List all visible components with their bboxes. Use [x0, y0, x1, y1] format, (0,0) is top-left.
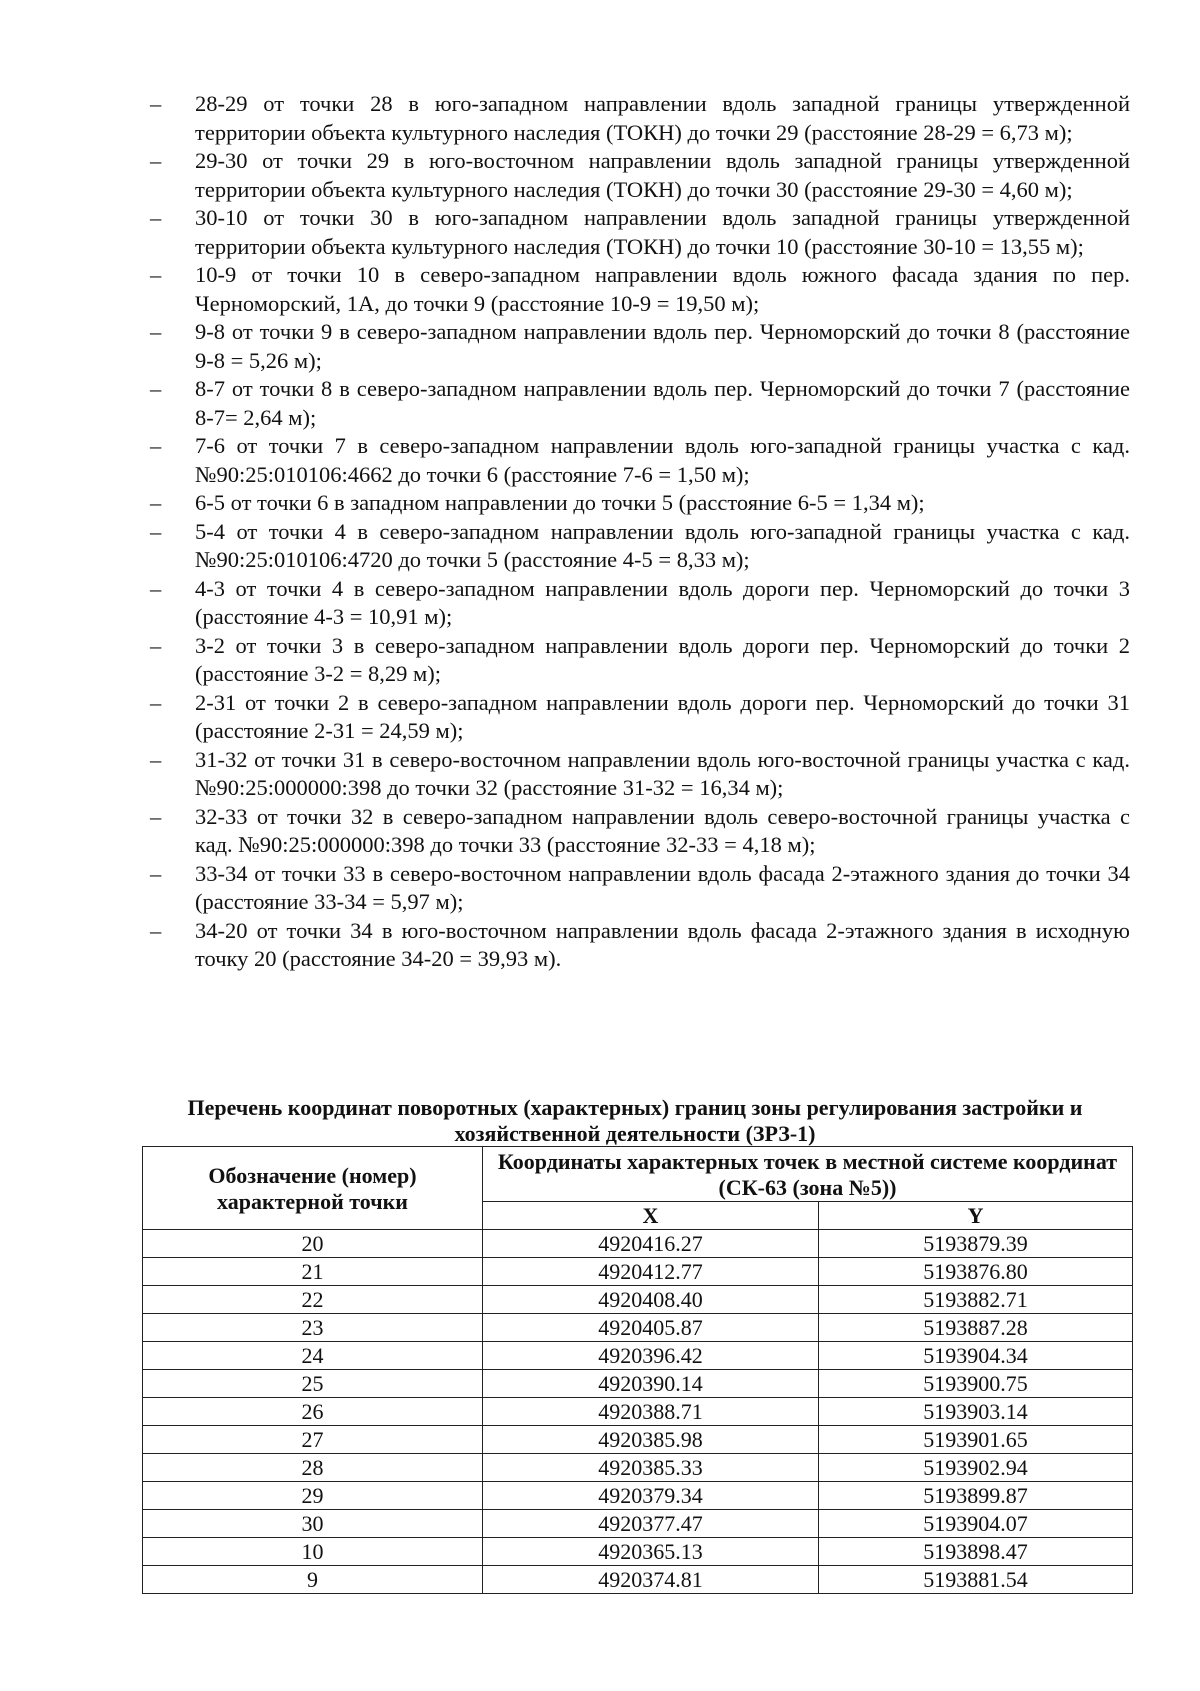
list-item-marker: –	[150, 205, 162, 230]
list-item	[150, 518, 1130, 575]
list-item-marker: –	[150, 433, 162, 458]
cell-y: 5193903.14	[819, 1398, 1133, 1426]
list-item-text: 10-9 от точки 10 в северо-западном направлении вдоль южного фасада здания по пер. Черноморский, 1А, до точки 9 (расстояние 10-9 = 19,50 м);	[195, 262, 1130, 316]
coordinates-table	[142, 1146, 1133, 1594]
cell-point-number: 10	[143, 1538, 483, 1566]
cell-x: 4920405.87	[483, 1314, 819, 1342]
list-item	[150, 803, 1130, 860]
list-item	[150, 90, 1130, 147]
cell-x: 4920365.13	[483, 1538, 819, 1566]
cell-x: 4920374.81	[483, 1566, 819, 1594]
cell-x: 4920388.71	[483, 1398, 819, 1426]
list-item-marker: –	[150, 319, 162, 344]
list-item-text: 32-33 от точки 32 в северо-западном направлении вдоль северо-восточной границы участка с кад. №90:25:000000:398 до точки 33 (расстояние 32-33 = 4,18 м);	[195, 803, 1130, 857]
list-item-text: 8-7 от точки 8 в северо-западном направлении вдоль пер. Черноморский до точки 7 (расстояние 8-7= 2,64 м);	[195, 376, 1130, 430]
header-point-number: Обозначение (номер) характерной точки	[143, 1147, 483, 1230]
list-item	[150, 432, 1130, 489]
list-item	[150, 204, 1130, 261]
list-item-text: 28-29 от точки 28 в юго-западном направлении вдоль западной границы утвержденной территории объекта культурного наследия (ТОКН) до точки 29 (расстояние 28-29 = 6,73 м);	[195, 91, 1130, 145]
list-item	[150, 375, 1130, 432]
list-item-marker: –	[150, 91, 162, 116]
list-item	[150, 318, 1130, 375]
list-item-text: 30-10 от точки 30 в юго-западном направлении вдоль западной границы утвержденной территории объекта культурного наследия (ТОКН) до точки 10 (расстояние 30-10 = 13,55 м);	[195, 205, 1130, 259]
cell-point-number: 21	[143, 1258, 483, 1286]
cell-y: 5193899.87	[819, 1482, 1133, 1510]
table-row	[143, 1370, 1133, 1398]
boundary-description-list	[150, 90, 1130, 974]
cell-point-number: 9	[143, 1566, 483, 1594]
cell-point-number: 20	[143, 1230, 483, 1258]
cell-point-number: 25	[143, 1370, 483, 1398]
table-row	[143, 1566, 1133, 1594]
header-coordinates: Координаты характерных точек в местной системе координат (СК-63 (зона №5))	[483, 1147, 1133, 1202]
cell-x: 4920412.77	[483, 1258, 819, 1286]
header-x: X	[483, 1202, 819, 1230]
cell-y: 5193887.28	[819, 1314, 1133, 1342]
list-item	[150, 860, 1130, 917]
list-item	[150, 489, 1130, 518]
list-item	[150, 632, 1130, 689]
list-item-text: 29-30 от точки 29 в юго-восточном направлении вдоль западной границы утвержденной территории объекта культурного наследия (ТОКН) до точки 30 (расстояние 29-30 = 4,60 м);	[195, 148, 1130, 202]
table-row	[143, 1230, 1133, 1258]
list-item	[150, 689, 1130, 746]
cell-x: 4920379.34	[483, 1482, 819, 1510]
cell-x: 4920385.33	[483, 1454, 819, 1482]
header-y: Y	[819, 1202, 1133, 1230]
list-item	[150, 147, 1130, 204]
list-item-marker: –	[150, 148, 162, 173]
table-row	[143, 1454, 1133, 1482]
list-item-marker: –	[150, 575, 162, 601]
cell-point-number: 30	[143, 1510, 483, 1538]
list-item	[150, 917, 1130, 974]
cell-x: 4920408.40	[483, 1286, 819, 1314]
list-item-text: 6-5 от точки 6 в западном направлении до точки 5 (расстояние 6-5 = 1,34 м);	[195, 490, 925, 515]
list-item-marker: –	[150, 632, 162, 658]
cell-y: 5193904.34	[819, 1342, 1133, 1370]
table-row	[143, 1398, 1133, 1426]
cell-point-number: 22	[143, 1286, 483, 1314]
list-item-text: 9-8 от точки 9 в северо-западном направлении вдоль пер. Черноморский до точки 8 (расстояние 9-8 = 5,26 м);	[195, 319, 1130, 373]
list-item-text: 34-20 от точки 34 в юго-восточном направлении вдоль фасада 2-этажного здания в исходную точку 20 (расстояние 34-20 = 39,93 м).	[195, 917, 1130, 971]
list-item	[150, 575, 1130, 632]
cell-y: 5193898.47	[819, 1538, 1133, 1566]
cell-point-number: 27	[143, 1426, 483, 1454]
list-item-text: 31-32 от точки 31 в северо-восточном направлении вдоль юго-восточной границы участка с кад. №90:25:000000:398 до точки 32 (расстояние 31-32 = 16,34 м);	[195, 746, 1130, 800]
cell-point-number: 29	[143, 1482, 483, 1510]
cell-point-number: 28	[143, 1454, 483, 1482]
cell-point-number: 24	[143, 1342, 483, 1370]
list-item-marker: –	[150, 803, 162, 829]
list-item-marker: –	[150, 746, 162, 772]
cell-y: 5193901.65	[819, 1426, 1133, 1454]
table-row	[143, 1314, 1133, 1342]
table-row	[143, 1510, 1133, 1538]
table-row	[143, 1286, 1133, 1314]
cell-y: 5193900.75	[819, 1370, 1133, 1398]
cell-x: 4920396.42	[483, 1342, 819, 1370]
cell-y: 5193882.71	[819, 1286, 1133, 1314]
list-item-marker: –	[150, 689, 162, 715]
list-item-marker: –	[150, 518, 162, 544]
table-row	[143, 1258, 1133, 1286]
list-item-text: 4-3 от точки 4 в северо-западном направлении вдоль дороги пер. Черноморский до точки 3 (расстояние 4-3 = 10,91 м);	[195, 575, 1130, 629]
cell-y: 5193902.94	[819, 1454, 1133, 1482]
list-item-text: 5-4 от точки 4 в северо-западном направлении вдоль юго-западной границы участка с кад. №90:25:010106:4720 до точки 5 (расстояние 4-5 = 8,33 м);	[195, 518, 1130, 572]
list-item-text: 33-34 от точки 33 в северо-восточном направлении вдоль фасада 2-этажного здания до точки 34 (расстояние 33-34 = 5,97 м);	[195, 860, 1130, 914]
cell-x: 4920377.47	[483, 1510, 819, 1538]
cell-x: 4920390.14	[483, 1370, 819, 1398]
list-item	[150, 261, 1130, 318]
cell-point-number: 26	[143, 1398, 483, 1426]
cell-y: 5193881.54	[819, 1566, 1133, 1594]
list-item-marker: –	[150, 262, 162, 287]
list-item-marker: –	[150, 376, 162, 401]
list-item-text: 3-2 от точки 3 в северо-западном направлении вдоль дороги пер. Черноморский до точки 2 (расстояние 3-2 = 8,29 м);	[195, 632, 1130, 686]
cell-x: 4920416.27	[483, 1230, 819, 1258]
table-row	[143, 1482, 1133, 1510]
list-item-text: 7-6 от точки 7 в северо-западном направлении вдоль юго-западной границы участка с кад. №90:25:010106:4662 до точки 6 (расстояние 7-6 = 1,50 м);	[195, 433, 1130, 487]
list-item-marker: –	[150, 917, 162, 943]
list-item	[150, 746, 1130, 803]
cell-y: 5193904.07	[819, 1510, 1133, 1538]
table-row	[143, 1342, 1133, 1370]
table-row	[143, 1426, 1133, 1454]
coordinates-table-body	[143, 1230, 1133, 1594]
table-caption: Перечень координат поворотных (характерных) границ зоны регулирования застройки и хозяйственной деятельности (ЗРЗ-1)	[187, 1095, 1083, 1146]
cell-y: 5193879.39	[819, 1230, 1133, 1258]
cell-y: 5193876.80	[819, 1258, 1133, 1286]
cell-point-number: 23	[143, 1314, 483, 1342]
cell-x: 4920385.98	[483, 1426, 819, 1454]
table-row	[143, 1538, 1133, 1566]
list-item-marker: –	[150, 490, 162, 515]
list-item-text: 2-31 от точки 2 в северо-западном направлении вдоль дороги пер. Черноморский до точки 31 (расстояние 2-31 = 24,59 м);	[195, 689, 1130, 743]
list-item-marker: –	[150, 860, 162, 886]
